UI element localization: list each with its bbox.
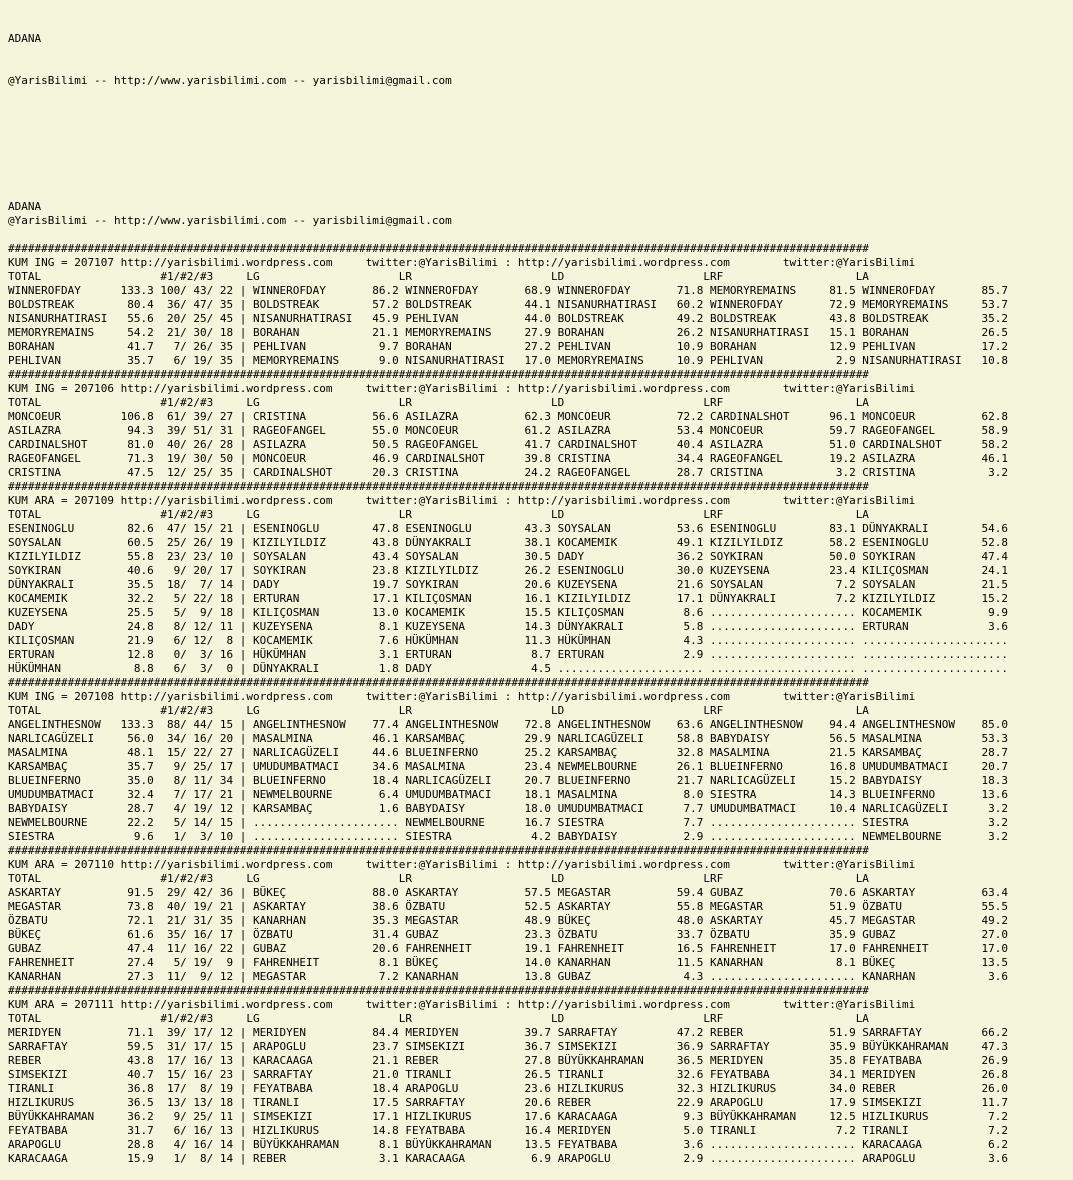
report-line: UMUDUMBATMACI 32.4 7/ 17/ 21 | NEWMELBOURNE 6.4 UMUDUMBATMACI 18.1 MASALMINA 8.0 SIESTRA 14.3 BLUEINFERNO 13.6 (8, 788, 1009, 801)
column-header-line: TOTAL #1/#2/#3 LG LR LD LRF LA (8, 396, 869, 409)
report-line: NEWMELBOURNE 22.2 5/ 14/ 15 | ...................... NEWMELBOURNE 16.7 SIESTRA 7.7 ...................... SIESTRA 3.2 (8, 816, 1009, 829)
report-line: ASILAZRA 94.3 39/ 51/ 31 | RAGEOFANGEL 55.0 MONCOEUR 61.2 ASILAZRA 53.4 MONCOEUR 59.7 RAGEOFANGEL 58.9 (8, 424, 1009, 437)
report-line: MEGASTAR 73.8 40/ 19/ 21 | ASKARTAY 38.6 ÖZBATU 52.5 ASKARTAY 55.8 MEGASTAR 51.9 ÖZBATU 55.5 (8, 900, 1009, 913)
column-header-line: TOTAL #1/#2/#3 LG LR LD LRF LA (8, 872, 869, 885)
report-line: ERTURAN 12.8 0/ 3/ 16 | HÜKÜMHAN 3.1 ERTURAN 8.7 ERTURAN 2.9 ...................... ...................... (8, 648, 1009, 661)
report-line: ESENINOGLU 82.6 47/ 15/ 21 | ESENINOGLU 47.8 ESENINOGLU 43.3 SOYSALAN 53.6 ESENINOGLU 83.1 DÜNYAKRALI 54.6 (8, 522, 1009, 535)
report-line: KOCAMEMIK 32.2 5/ 22/ 18 | ERTURAN 17.1 KILIÇOSMAN 16.1 KIZILYILDIZ 17.1 DÜNYAKRALI 7.2 KIZILYILDIZ 15.2 (8, 592, 1009, 605)
report-line: ARAPOGLU 28.8 4/ 16/ 14 | BÜYÜKKAHRAMAN 8.1 BÜYÜKKAHRAMAN 13.5 FEYATBABA 3.6 ...................... KARACAAGA 6.2 (8, 1138, 1009, 1151)
race-header-line: KUM ING = 207106 http://yarisbilimi.wordpress.com twitter:@YarisBilimi : http://yarisbilimi.wordpress.com twitter:@YarisBilimi (8, 382, 916, 395)
report-line: KANARHAN 27.3 11/ 9/ 12 | MEGASTAR 7.2 KANARHAN 13.8 GUBAZ 4.3 ...................... KANARHAN 3.6 (8, 970, 1009, 983)
report-line: BLUEINFERNO 35.0 8/ 11/ 34 | BLUEINFERNO 18.4 NARLICAGÜZELI 20.7 BLUEINFERNO 21.7 NARLICAGÜZELI 15.2 BABYDAISY 18.3 (8, 774, 1009, 787)
report-line: HÜKÜMHAN 8.8 6/ 3/ 0 | DÜNYAKRALI 1.8 DADY 4.5 ...................... ...................... ...................... (8, 662, 1009, 675)
separator-line: ################################################################################################################################## (8, 676, 869, 689)
report-line: BOLDSTREAK 80.4 36/ 47/ 35 | BOLDSTREAK 57.2 BOLDSTREAK 44.1 NISANURHATIRASI 60.2 WINNEROFDAY 72.9 MEMORYREMAINS 53.7 (8, 298, 1009, 311)
report-line: KIZILYILDIZ 55.8 23/ 23/ 10 | SOYSALAN 43.4 SOYSALAN 30.5 DADY 36.2 SOYKIRAN 50.0 SOYKIRAN 47.4 (8, 550, 1009, 563)
report-line: PEHLIVAN 35.7 6/ 19/ 35 | MEMORYREMAINS 9.0 NISANURHATIRASI 17.0 MEMORYREMAINS 10.9 PEHLIVAN 2.9 NISANURHATIRASI 10.8 (8, 354, 1009, 367)
report-line: CRISTINA 47.5 12/ 25/ 35 | CARDINALSHOT 20.3 CRISTINA 24.2 RAGEOFANGEL 28.7 CRISTINA 3.2 CRISTINA 3.2 (8, 466, 1009, 479)
report-line: KARSAMBAÇ 35.7 9/ 25/ 17 | UMUDUMBATMACI 34.6 MASALMINA 23.4 NEWMELBOURNE 26.1 BLUEINFERNO 16.8 UMUDUMBATMACI 20.7 (8, 760, 1009, 773)
separator-line: ################################################################################################################################## (8, 844, 869, 857)
report-line: BORAHAN 41.7 7/ 26/ 35 | PEHLIVAN 9.7 BORAHAN 27.2 PEHLIVAN 10.9 BORAHAN 12.9 PEHLIVAN 17.2 (8, 340, 1009, 353)
report-line: SOYKIRAN 40.6 9/ 20/ 17 | SOYKIRAN 23.8 KIZILYILDIZ 26.2 ESENINOGLU 30.0 KUZEYSENA 23.4 KILIÇOSMAN 24.1 (8, 564, 1009, 577)
report-line: ADANA (8, 200, 42, 213)
report-body (8, 200, 1073, 1166)
separator-line: ################################################################################################################################## (8, 984, 869, 997)
report-line: SARRAFTAY 59.5 31/ 17/ 15 | ARAPOGLU 23.7 SIMSEKIZI 36.7 SIMSEKIZI 36.9 SARRAFTAY 35.9 BÜYÜKKAHRAMAN 47.3 (8, 1040, 1009, 1053)
report-line: MEMORYREMAINS 54.2 21/ 30/ 18 | BORAHAN 21.1 MEMORYREMAINS 27.9 BORAHAN 26.2 NISANURHATIRASI 15.1 BORAHAN 26.5 (8, 326, 1009, 339)
race-header-line: KUM ING = 207107 http://yarisbilimi.wordpress.com twitter:@YarisBilimi : http://yarisbilimi.wordpress.com twitter:@YarisBilimi (8, 256, 916, 269)
spacer (8, 116, 1073, 130)
race-header-line: KUM ING = 207108 http://yarisbilimi.wordpress.com twitter:@YarisBilimi : http://yarisbilimi.wordpress.com twitter:@YarisBilimi (8, 690, 916, 703)
race-header-line: KUM ARA = 207111 http://yarisbilimi.wordpress.com twitter:@YarisBilimi : http://yarisbilimi.wordpress.com twitter:@YarisBilimi (8, 998, 916, 1011)
report-line: DÜNYAKRALI 35.5 18/ 7/ 14 | DADY 19.7 SOYKIRAN 20.6 KUZEYSENA 21.6 SOYSALAN 7.2 SOYSALAN 21.5 (8, 578, 1009, 591)
column-header-line: TOTAL #1/#2/#3 LG LR LD LRF LA (8, 704, 869, 717)
report-line: SIMSEKIZI 40.7 15/ 16/ 23 | SARRAFTAY 21.0 TIRANLI 26.5 TIRANLI 32.6 FEYATBABA 34.1 MERIDYEN 26.8 (8, 1068, 1009, 1081)
report-line: REBER 43.8 17/ 16/ 13 | KARACAAGA 21.1 REBER 27.8 BÜYÜKKAHRAMAN 36.5 MERIDYEN 35.8 FEYATBABA 26.9 (8, 1054, 1009, 1067)
report-line: KARACAAGA 15.9 1/ 8/ 14 | REBER 3.1 KARACAAGA 6.9 ARAPOGLU 2.9 ...................... ARAPOGLU 3.6 (8, 1152, 1009, 1165)
report-line: @YarisBilimi -- http://www.yarisbilimi.com -- yarisbilimi@gmail.com (8, 214, 452, 227)
report-line: TIRANLI 36.8 17/ 8/ 19 | FEYATBABA 18.4 ARAPOGLU 23.6 HIZLIKURUS 32.3 HIZLIKURUS 34.0 REBER 26.0 (8, 1082, 1009, 1095)
spacer (8, 228, 1073, 242)
race-header-line: KUM ARA = 207109 http://yarisbilimi.wordpress.com twitter:@YarisBilimi : http://yarisbilimi.wordpress.com twitter:@YarisBilimi (8, 494, 916, 507)
separator-line: ################################################################################################################################## (8, 242, 869, 255)
report-line: FAHRENHEIT 27.4 5/ 19/ 9 | FAHRENHEIT 8.1 BÜKEÇ 14.0 KANARHAN 11.5 KANARHAN 8.1 BÜKEÇ 13.5 (8, 956, 1009, 969)
report-line: SOYSALAN 60.5 25/ 26/ 19 | KIZILYILDIZ 43.8 DÜNYAKRALI 38.1 KOCAMEMIK 49.1 KIZILYILDIZ 58.2 ESENINOGLU 52.8 (8, 536, 1009, 549)
report-line: BABYDAISY 28.7 4/ 19/ 12 | KARSAMBAÇ 1.6 BABYDAISY 18.0 UMUDUMBATMACI 7.7 UMUDUMBATMACI 10.4 NARLICAGÜZELI 3.2 (8, 802, 1009, 815)
report-line: MASALMINA 48.1 15/ 22/ 27 | NARLICAGÜZELI 44.6 BLUEINFERNO 25.2 KARSAMBAÇ 32.8 MASALMINA 21.5 KARSAMBAÇ 28.7 (8, 746, 1009, 759)
city-title: ADANA (8, 32, 42, 45)
report-line: KILIÇOSMAN 21.9 6/ 12/ 8 | KOCAMEMIK 7.6 HÜKÜMHAN 11.3 HÜKÜMHAN 4.3 ...................... ...................... (8, 634, 1009, 647)
report-line: ÖZBATU 72.1 21/ 31/ 35 | KANARHAN 35.3 MEGASTAR 48.9 BÜKEÇ 48.0 ASKARTAY 45.7 MEGASTAR 49.2 (8, 914, 1009, 927)
report-line: BÜYÜKKAHRAMAN 36.2 9/ 25/ 11 | SIMSEKIZI 17.1 HIZLIKURUS 17.6 KARACAAGA 9.3 BÜYÜKKAHRAMAN 12.5 HIZLIKURUS 7.2 (8, 1110, 1009, 1123)
contact-line: @YarisBilimi -- http://www.yarisbilimi.com -- yarisbilimi@gmail.com (8, 74, 452, 87)
report-line: ANGELINTHESNOW 133.3 88/ 44/ 15 | ANGELINTHESNOW 77.4 ANGELINTHESNOW 72.8 ANGELINTHESNOW 63.6 ANGELINTHESNOW 94.4 ANGELINTHESNOW 85.0 (8, 718, 1009, 731)
report-line: MONCOEUR 106.8 61/ 39/ 27 | CRISTINA 56.6 ASILAZRA 62.3 MONCOEUR 72.2 CARDINALSHOT 96.1 MONCOEUR 62.8 (8, 410, 1009, 423)
race-header-line: KUM ARA = 207110 http://yarisbilimi.wordpress.com twitter:@YarisBilimi : http://yarisbilimi.wordpress.com twitter:@YarisBilimi (8, 858, 916, 871)
report-line: ASKARTAY 91.5 29/ 42/ 36 | BÜKEÇ 88.0 ASKARTAY 57.5 MEGASTAR 59.4 GUBAZ 70.6 ASKARTAY 63.4 (8, 886, 1009, 899)
report-line: CARDINALSHOT 81.0 40/ 26/ 28 | ASILAZRA 50.5 RAGEOFANGEL 41.7 CARDINALSHOT 40.4 ASILAZRA 51.0 CARDINALSHOT 58.2 (8, 438, 1009, 451)
report-line: HIZLIKURUS 36.5 13/ 13/ 18 | TIRANLI 17.5 SARRAFTAY 20.6 REBER 22.9 ARAPOGLU 17.9 SIMSEKIZI 11.7 (8, 1096, 1009, 1109)
report-line: WINNEROFDAY 133.3 100/ 43/ 22 | WINNEROFDAY 86.2 WINNEROFDAY 68.9 WINNEROFDAY 71.8 MEMORYREMAINS 81.5 WINNEROFDAY 85.7 (8, 284, 1009, 297)
report-line: MERIDYEN 71.1 39/ 17/ 12 | MERIDYEN 84.4 MERIDYEN 39.7 SARRAFTAY 47.2 REBER 51.9 SARRAFTAY 66.2 (8, 1026, 1009, 1039)
report-line: KUZEYSENA 25.5 5/ 9/ 18 | KILIÇOSMAN 13.0 KOCAMEMIK 15.5 KILIÇOSMAN 8.6 ...................... KOCAMEMIK 9.9 (8, 606, 1009, 619)
report-line: NISANURHATIRASI 55.6 20/ 25/ 45 | NISANURHATIRASI 45.9 PEHLIVAN 44.0 BOLDSTREAK 49.2 BOLDSTREAK 43.8 BOLDSTREAK 35.2 (8, 312, 1009, 325)
column-header-line: TOTAL #1/#2/#3 LG LR LD LRF LA (8, 508, 869, 521)
report-line: NARLICAGÜZELI 56.0 34/ 16/ 20 | MASALMINA 46.1 KARSAMBAÇ 29.9 NARLICAGÜZELI 58.8 BABYDAISY 56.5 MASALMINA 53.3 (8, 732, 1009, 745)
report-line: GUBAZ 47.4 11/ 16/ 22 | GUBAZ 20.6 FAHRENHEIT 19.1 FAHRENHEIT 16.5 FAHRENHEIT 17.0 FAHRENHEIT 17.0 (8, 942, 1009, 955)
report-line: BÜKEÇ 61.6 35/ 16/ 17 | ÖZBATU 31.4 GUBAZ 23.3 ÖZBATU 33.7 ÖZBATU 35.9 GUBAZ 27.0 (8, 928, 1009, 941)
column-header-line: TOTAL #1/#2/#3 LG LR LD LRF LA (8, 270, 869, 283)
report-line: RAGEOFANGEL 71.3 19/ 30/ 50 | MONCOEUR 46.9 CARDINALSHOT 39.8 CRISTINA 34.4 RAGEOFANGEL 19.2 ASILAZRA 46.1 (8, 452, 1009, 465)
report-line: FEYATBABA 31.7 6/ 16/ 13 | HIZLIKURUS 14.8 FEYATBABA 16.4 MERIDYEN 5.0 TIRANLI 7.2 TIRANLI 7.2 (8, 1124, 1009, 1137)
report-line: SIESTRA 9.6 1/ 3/ 10 | ...................... SIESTRA 4.2 BABYDAISY 2.9 ...................... NEWMELBOURNE 3.2 (8, 830, 1009, 843)
separator-line: ################################################################################################################################## (8, 368, 869, 381)
column-header-line: TOTAL #1/#2/#3 LG LR LD LRF LA (8, 1012, 869, 1025)
spacer (8, 158, 1073, 172)
separator-line: ################################################################################################################################## (8, 480, 869, 493)
report-line: DADY 24.8 8/ 12/ 11 | KUZEYSENA 8.1 KUZEYSENA 14.3 DÜNYAKRALI 5.8 ...................... ERTURAN 3.6 (8, 620, 1009, 633)
